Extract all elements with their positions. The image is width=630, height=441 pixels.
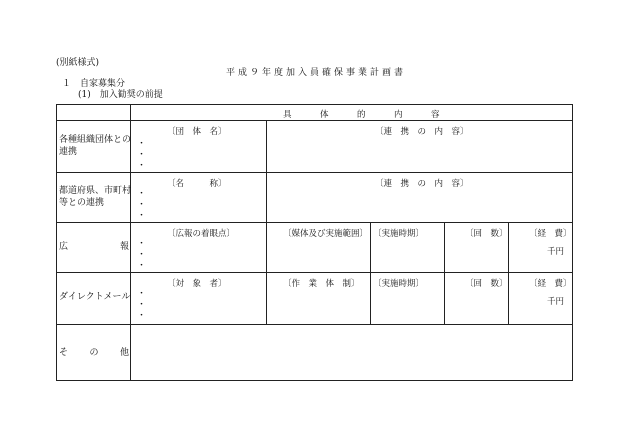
row-label-cell	[57, 173, 131, 223]
detail-cell	[509, 223, 573, 273]
bullet: ・	[137, 200, 147, 210]
detail-cell	[509, 273, 573, 325]
detail-cell	[131, 173, 267, 223]
plan-table	[56, 104, 573, 381]
table-header: 具 体 的 内 容	[283, 110, 450, 120]
row-label-cell	[57, 223, 131, 273]
bullet: ・	[137, 311, 147, 321]
column-heading: 〔経 費〕	[529, 279, 572, 289]
bullet: ・	[137, 250, 147, 260]
row-label-text: そ の 他	[59, 348, 129, 358]
column-heading: 〔団 体 名〕	[167, 127, 227, 137]
detail-cell	[131, 223, 267, 273]
bullet: ・	[137, 289, 147, 299]
section-heading: １ 自家募集分	[62, 79, 126, 89]
column-heading: 〔連 携 の 内 容〕	[375, 179, 469, 189]
column-heading: 〔連 携 の 内 容〕	[375, 127, 469, 137]
bullet: ・	[137, 261, 147, 271]
row-label: 都道府県、市町村等との連携	[59, 186, 132, 208]
detail-cell	[131, 121, 267, 173]
bullet: ・	[137, 139, 147, 149]
appendix-label: (別紙様式)	[56, 58, 100, 68]
row-label-cell	[57, 325, 131, 381]
detail-cell	[445, 273, 509, 325]
column-heading: 〔回 数〕	[465, 279, 508, 289]
column-heading: 〔実施時期〕	[373, 229, 425, 239]
bullet: ・	[137, 300, 147, 310]
bullet: ・	[137, 211, 147, 221]
column-heading: 〔対 象 者〕	[167, 279, 227, 289]
column-heading: 〔実施時期〕	[373, 279, 425, 289]
row-label: 各種組織団体との連携	[59, 135, 132, 157]
subsection-heading: (1) 加入勧奨の前提	[78, 90, 163, 100]
row-label-cell	[57, 121, 131, 173]
detail-cell	[131, 273, 267, 325]
bullet: ・	[137, 189, 147, 199]
detail-cell	[371, 223, 445, 273]
unit-label: 千円	[547, 297, 565, 307]
column-heading: 〔名 称〕	[167, 179, 227, 189]
column-heading: 〔媒体及び実施範囲〕	[283, 229, 369, 239]
row-label-cell	[57, 273, 131, 325]
detail-cell	[267, 121, 573, 173]
detail-cell	[371, 273, 445, 325]
bullet: ・	[137, 161, 147, 171]
row-label-text: 広 報	[59, 242, 129, 252]
row-label	[59, 347, 129, 359]
detail-cell	[267, 173, 573, 223]
column-heading: 〔回 数〕	[465, 229, 508, 239]
header-cell	[131, 105, 573, 121]
detail-cell	[267, 223, 371, 273]
bullet: ・	[137, 239, 147, 249]
detail-cell	[131, 325, 573, 381]
header-blank-cell	[57, 105, 131, 121]
document-title: 平成９年度加入員確保事業計画書	[226, 68, 407, 78]
detail-cell	[445, 223, 509, 273]
bullet: ・	[137, 150, 147, 160]
column-heading: 〔作 業 体 制〕	[283, 279, 360, 289]
row-label	[59, 241, 129, 253]
detail-cell	[267, 273, 371, 325]
column-heading: 〔経 費〕	[529, 229, 572, 239]
row-label: ダイレクトメール	[59, 292, 131, 302]
unit-label: 千円	[547, 247, 565, 257]
column-heading: 〔広報の着眼点〕	[167, 229, 236, 239]
